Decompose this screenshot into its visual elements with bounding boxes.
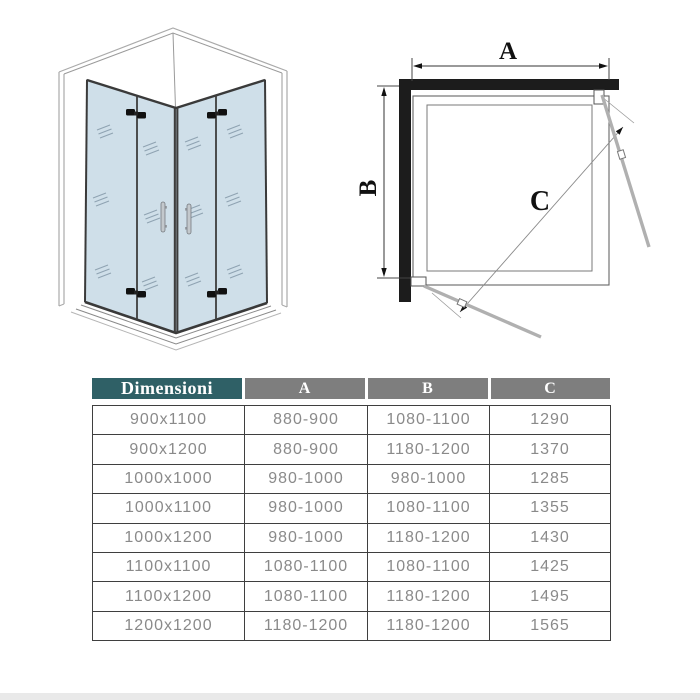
table-cell: 980-1000: [245, 464, 368, 493]
table-cell: 1100x1200: [93, 582, 245, 611]
table-cell: 1285: [490, 464, 611, 493]
table-row: [93, 552, 611, 581]
table-cell: 1100x1100: [93, 552, 245, 581]
label-a: A: [498, 38, 518, 65]
page-edge-strip: [0, 693, 700, 700]
table-cell: 1180-1200: [245, 611, 368, 640]
dimension-a: [412, 38, 609, 81]
table-row: [93, 464, 611, 493]
door-handle-icon: [617, 150, 625, 159]
open-door-bottom-left: [411, 277, 541, 337]
table-cell: 980-1000: [245, 494, 368, 523]
tray-outline: [427, 105, 592, 271]
table-cell: 1000x1000: [93, 464, 245, 493]
table-cell: 1565: [490, 611, 611, 640]
shower-enclosure-3d-illustration: [55, 25, 295, 360]
table-cell: 1080-1100: [245, 552, 368, 581]
enclosure-outline: [413, 96, 609, 285]
table-header-row: [92, 378, 610, 399]
table-cell: 1000x1200: [93, 523, 245, 552]
wall-left: [399, 79, 411, 302]
glass-panels: [85, 80, 267, 333]
table-cell: 1180-1200: [368, 611, 490, 640]
wall-top: [399, 79, 619, 90]
dimensions-table-grid: [92, 405, 611, 641]
table-cell: 900x1100: [93, 406, 245, 435]
table-cell: 980-1000: [368, 464, 490, 493]
pivot-hinge-icon: [411, 277, 426, 286]
open-door-top-right: [594, 90, 649, 247]
table-cell: 1180-1200: [368, 582, 490, 611]
table-cell: 1355: [490, 494, 611, 523]
table-row: [93, 494, 611, 523]
table-cell: 1080-1100: [368, 406, 490, 435]
top-view-dimension-diagram: [348, 14, 678, 360]
table-cell: 900x1200: [93, 435, 245, 464]
label-b: B: [355, 179, 382, 197]
dimensions-table-body: [93, 406, 611, 641]
table-cell: 880-900: [245, 435, 368, 464]
table-cell: 1370: [490, 435, 611, 464]
table-cell: 880-900: [245, 406, 368, 435]
table-row: [93, 611, 611, 640]
table-cell: 1080-1100: [368, 552, 490, 581]
table-cell: 1425: [490, 552, 611, 581]
table-cell: 1180-1200: [368, 523, 490, 552]
table-cell: 980-1000: [245, 523, 368, 552]
table-row: [93, 406, 611, 435]
table-cell: 1080-1100: [368, 494, 490, 523]
table-cell: 1200x1200: [93, 611, 245, 640]
table-cell: 1430: [490, 523, 611, 552]
dimensions-table: [92, 378, 610, 641]
table-cell: 1495: [490, 582, 611, 611]
table-row: [93, 523, 611, 552]
table-row: [93, 582, 611, 611]
table-row: [93, 435, 611, 464]
table-cell: 1080-1100: [245, 582, 368, 611]
header-dimensioni: Dimensioni: [92, 378, 242, 399]
table-cell: 1180-1200: [368, 435, 490, 464]
door-handle-icon: [457, 299, 467, 308]
header-a: A: [245, 378, 365, 399]
table-cell: 1000x1100: [93, 494, 245, 523]
header-c: C: [491, 378, 610, 399]
table-cell: 1290: [490, 406, 611, 435]
label-c: C: [529, 186, 551, 217]
header-b: B: [368, 378, 488, 399]
dimension-c: [460, 127, 623, 312]
